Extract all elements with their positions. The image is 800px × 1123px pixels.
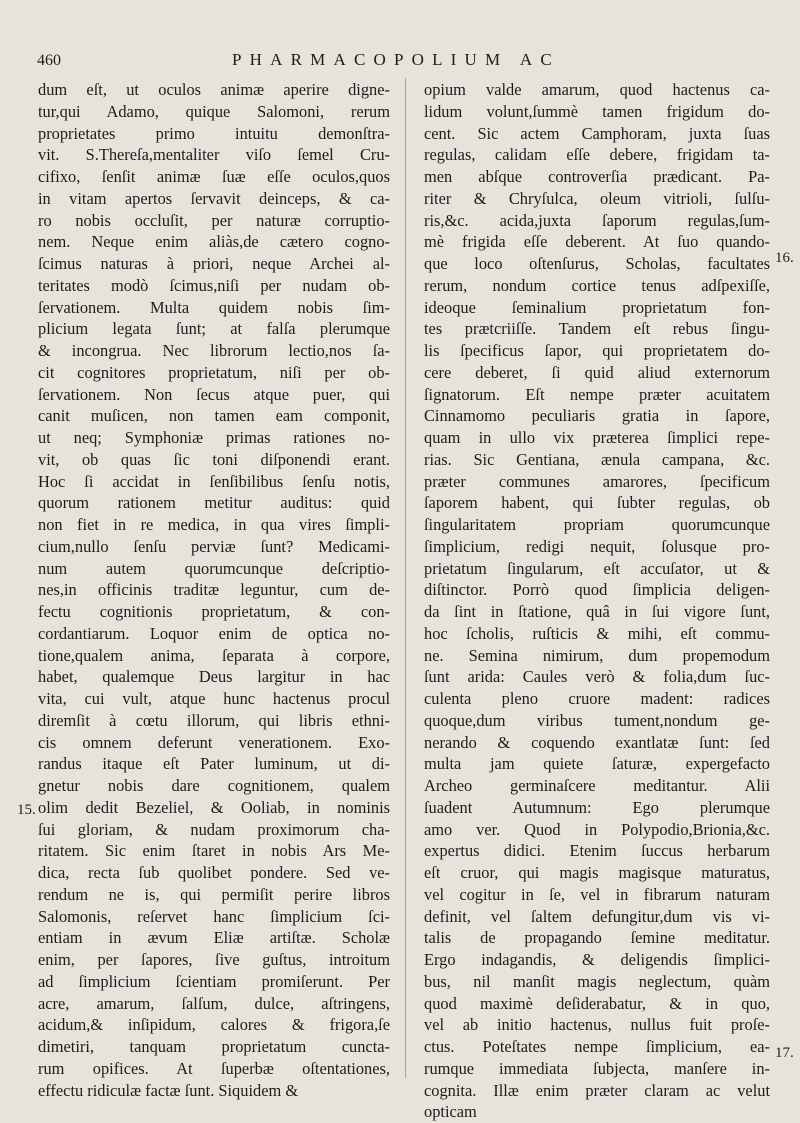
text-line: opium valde amarum, quod hactenus ca-	[424, 80, 770, 99]
text-line: ſui gloriam, & nudam proximorum cha-	[38, 819, 390, 839]
text-line: vel cogitur in ſe, vel in fibrarum naturam	[424, 884, 770, 904]
text-line: ſunt arida: Caules verò & folia,dum ſuc-	[424, 667, 770, 687]
text-line: Cinnamomo peculiaris gratia in ſapore,	[424, 406, 770, 426]
text-line: Archeo germinaſcere meditantur. Alii	[424, 776, 770, 795]
text-line: dica, recta ſub quolibet pondere. Sed ve-	[38, 863, 390, 882]
text-line: cognita. Illæ enim præter claram ac velut	[424, 1080, 770, 1100]
text-line: ſingularitatem propriam quorumcunque	[424, 515, 770, 534]
text-line: cere deberet, ſi quid aliud externorum	[424, 362, 770, 382]
text-line: eſt cruor, qui magis magisque maturatus,	[424, 863, 770, 882]
text-line: & incongrua. Nec librorum lectio,nos ſa-	[38, 341, 390, 360]
text-line: cis omnem deferunt venerationem. Exo-	[38, 732, 390, 752]
text-line: diremſit à cœtu illorum, qui libris ethni-	[38, 710, 390, 730]
text-line: dimetiri, tanquam proprietatum cuncta-	[38, 1037, 390, 1056]
text-line: vit, ob quas ſic toni diſponendi erant.	[38, 449, 390, 469]
text-line: ſuadent Autumnum: Ego plerumque	[424, 797, 770, 817]
text-line: non fiet in re medica, in qua vires ſimpli-	[38, 515, 390, 534]
text-line: habet, qualemque Deus largitur in hac	[38, 667, 390, 687]
text-line: definit, vel ſaltem defungitur,dum vis vi-	[424, 906, 770, 926]
column-divider	[405, 78, 406, 1078]
text-line: acre, amarum, ſalſum, dulce, aſtringens,	[38, 993, 390, 1013]
text-line: ſervationem. Non ſecus atque puer, qui	[38, 384, 390, 404]
text-line: ut neq; Symphoniæ primas rationes no-	[38, 428, 390, 447]
text-line: præter communes amarores, ſpecificum	[424, 471, 770, 491]
text-line: enim, per ſapores, ſive guſtus, introitum	[38, 950, 390, 969]
text-line: cit cognitores proprietatum, niſi per ob-	[38, 362, 390, 382]
text-line: cium,nullo ſenſu perviæ ſunt? Medicami-	[38, 536, 390, 556]
text-line: nerando & coquendo exantlatæ ſunt: ſed	[424, 732, 770, 752]
text-line: rerum, nondum cortice tenus adſpexiſſe,	[424, 275, 770, 295]
text-line: culenta pleno cruore madent: radices	[424, 689, 770, 708]
text-line: ſervationem. Multa quidem nobis ſim-	[38, 297, 390, 317]
margin-note-17: 17.	[775, 1045, 794, 1061]
text-line: cordantiarum. Loquor enim de optica no-	[38, 623, 390, 643]
text-line: opticam	[424, 1102, 477, 1122]
text-line: ſaporem habent, qui ſubter regulas, ob	[424, 493, 770, 513]
text-line: prietatum ſingularum, eſt accuſator, ut &	[424, 558, 770, 578]
text-line: lidum volunt,ſummè tamen frigidum do-	[424, 101, 770, 121]
text-line: ideoque ſeminalium proprietatum fon-	[424, 297, 770, 317]
text-line: ſcimus naturas à priori, neque Archei al-	[38, 254, 390, 273]
text-line: acidum,& inſipidum, calores & frigora,ſe	[38, 1015, 390, 1035]
text-line: regulas, calidam eſſe debere, frigidam ta-	[424, 145, 770, 165]
left-column	[38, 79, 390, 1101]
text-line: proprietates primo intuitu demonſtra-	[38, 123, 390, 143]
text-line: quam in ullo vix præterea ſimplici repe-	[424, 428, 770, 447]
right-column	[424, 79, 770, 1123]
text-line: quoque,dum viribus tument,nondum ge-	[424, 710, 770, 730]
page-number: 460	[37, 52, 61, 69]
text-line: rias. Sic Gentiana, ænula campana, &c.	[424, 449, 770, 469]
text-line: da ſint in ſtatione, quâ in ſui vigore ſunt,	[424, 602, 770, 621]
text-line: Ergo indagandis, & deligendis ſimplici-	[424, 950, 770, 969]
text-line: men abſque controverſia prædicant. Pa-	[424, 167, 770, 186]
text-line: vit. S.Thereſa,mentaliter viſo ſemel Cru-	[38, 145, 390, 165]
text-line: effectu ridiculæ factæ ſunt. Siquidem &	[38, 1080, 299, 1100]
text-line: Hoc ſi accidat in ſenſibilibus ſenſu notis,	[38, 471, 390, 491]
text-line: rum opifices. At ſuperbæ oſtentationes,	[38, 1058, 390, 1078]
margin-note-15: 15.	[17, 802, 36, 818]
text-line: cent. Sic actem Camphoram, juxta ſuas	[424, 123, 770, 143]
text-line: Salomonis, reſervet hanc ſimplicium ſci-	[38, 906, 390, 926]
text-line: diſtinctor. Porrò quod ſimplicia deligen-	[424, 580, 770, 600]
text-line: randus itaque eſt Pater luminum, ut di-	[38, 754, 390, 774]
text-line: plicium legata ſunt; at falſa plerumque	[38, 319, 390, 339]
text-line: canit muſicen, non tamen eam componit,	[38, 406, 390, 426]
text-line: nes,in officinis traditæ leguntur, cum de-	[38, 580, 390, 600]
text-line: cifixo, ſenſit animæ ſuæ eſſe oculos,quos	[38, 167, 390, 186]
text-line: que loco oſtenſurus, Scholas, facultates	[424, 254, 770, 273]
text-line: ſimplicium, redigi nequit, ſolusque pro-	[424, 536, 770, 556]
text-line: ad ſimplicium ſcientiam promiſerunt. Per	[38, 971, 390, 991]
page-header	[0, 52, 800, 82]
text-line: ne. Semina nimirum, dum propemodum	[424, 645, 770, 665]
text-line: riter & Chryſulca, oleum vitrioli, ſulſu-	[424, 188, 770, 208]
text-line: tes prætcriiſſe. Tandem eſt rebus ſingu-	[424, 319, 770, 339]
margin-note-16: 16.	[775, 250, 794, 266]
text-line: ritatem. Sic enim ſtaret in nobis Ars Me-	[38, 841, 390, 861]
text-line: in vitam apertos ſervavit deinceps, & ca-	[38, 188, 390, 208]
text-line: tione,qualem anima, ſeparata à corpore,	[38, 645, 390, 665]
text-line: gnetur nobis dare cognitionem, qualem	[38, 776, 390, 795]
text-line: vel ab initio hactenus, nullus fuit proſe-	[424, 1015, 770, 1035]
text-line: rumque immediata ſubjecta, manſere in-	[424, 1058, 770, 1078]
text-line: expertus didici. Etenim ſuccus herbarum	[424, 841, 770, 861]
text-line: dum eſt, ut oculos animæ aperire digne-	[38, 80, 390, 99]
text-line: tur,qui Adamo, quique Salomoni, rerum	[38, 101, 390, 121]
text-line: hoc ſcholis, ruſticis & mihi, eſt commu-	[424, 623, 770, 643]
text-line: quod maximè deſiderabatur, & in quo,	[424, 993, 770, 1013]
text-line: olim dedit Bezeliel, & Ooliab, in nominis	[38, 797, 390, 817]
text-line: multa jam quiete ſaturæ, expergefacto	[424, 754, 770, 774]
text-line: entiam in ævum Eliæ artiſtæ. Scholæ	[38, 928, 390, 948]
text-line: quorum rationem metitur auditus: quid	[38, 493, 390, 513]
text-line: ſignatorum. Eſt nempe præter acuitatem	[424, 384, 770, 404]
text-line: talis de propagando ſemine meditatur.	[424, 928, 770, 948]
text-line: fectu cognitionis proprietatum, & con-	[38, 602, 390, 621]
text-line: rendum ne is, qui permiſit perire libros	[38, 884, 390, 904]
text-line: ro nobis occluſit, per naturæ corruptio-	[38, 210, 390, 230]
text-line: ctus. Poteſtates nempe ſimplicium, ea-	[424, 1037, 770, 1056]
running-title: PHARMACOPOLIUM AC	[232, 50, 560, 69]
text-line: teritates modò ſcimus,niſi per nudam ob-	[38, 275, 390, 295]
text-line: bus, nil manſit magis neglectum, quàm	[424, 971, 770, 991]
text-line: ris,&c. acida,juxta ſaporum regulas,ſum-	[424, 210, 770, 230]
text-line: lis ſpecificus ſapor, qui proprietatem do-	[424, 341, 770, 360]
text-line: num autem quorumcunque deſcriptio-	[38, 558, 390, 578]
text-line: mè frigida eſſe deberent. At ſuo quando-	[424, 232, 770, 252]
text-line: vita, cui vult, atque hunc hactenus procul	[38, 689, 390, 708]
text-line: amo ver. Quod in Polypodio,Brionia,&c.	[424, 819, 770, 839]
text-line: nem. Neque enim aliàs,de cætero cogno-	[38, 232, 390, 252]
